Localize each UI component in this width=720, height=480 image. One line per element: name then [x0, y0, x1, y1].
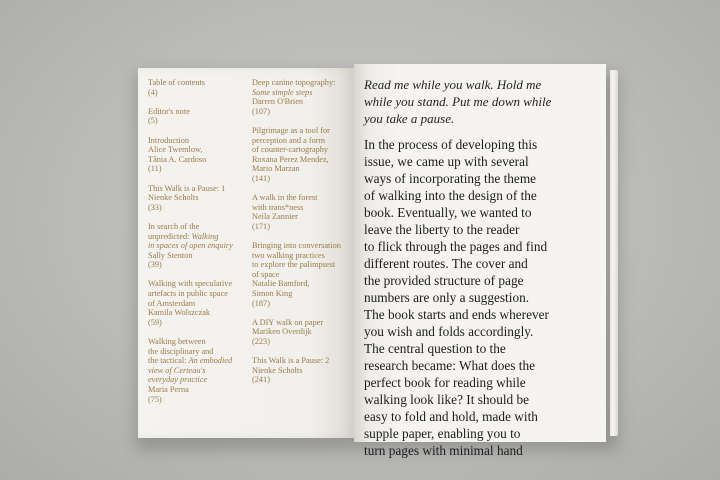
- toc-entry-line: Nienke Scholts: [252, 365, 303, 375]
- body-line: of walking into the design of the: [364, 188, 537, 203]
- body-line: turn pages with minimal hand: [364, 443, 523, 458]
- page-edges: [610, 70, 618, 436]
- toc-entry: [252, 241, 352, 308]
- toc-entry-line: Maria Perna: [148, 385, 189, 394]
- body-line: to flick through the pages and find: [364, 239, 548, 254]
- toc-text: unpredicted:: [148, 231, 192, 241]
- toc-column-2: [252, 78, 352, 395]
- toc-entry-line: Mariken Overdijk: [252, 327, 312, 337]
- left-page-table-of-contents: [138, 68, 354, 438]
- toc-entry: [148, 184, 248, 213]
- toc-entry-line: perception and a form: [252, 135, 326, 145]
- toc-entry-line: to explore the palimpsest: [252, 260, 336, 270]
- toc-column-1: [148, 78, 248, 414]
- toc-entry-line: Introduction: [148, 135, 190, 145]
- toc-entry-line: Mario Marzan: [252, 164, 300, 174]
- body-line: numbers are only a suggestion.: [364, 290, 530, 305]
- toc-text: the tactical:: [148, 356, 189, 366]
- toc-entry-line: (5): [148, 116, 158, 126]
- toc-text-italic: An embodied: [188, 356, 233, 366]
- toc-entry-line: [148, 232, 248, 242]
- toc-entry-line: Nienke Scholts: [148, 193, 199, 203]
- toc-entry-line: with trans*ness: [252, 202, 304, 212]
- toc-entry-line: of Amsterdam: [148, 298, 196, 308]
- toc-entry: [252, 193, 352, 231]
- toc-entry-line: (241): [252, 375, 270, 385]
- toc-entry-line: Pilgrimage as a tool for: [252, 125, 330, 135]
- toc-entry: [148, 222, 248, 270]
- toc-entry-line: [148, 356, 248, 366]
- quote-line: Read me while you walk. Hold me: [364, 77, 542, 92]
- toc-entry-line: Alice Twemlow,: [148, 145, 203, 155]
- toc-entry-line: Table of contents: [148, 78, 206, 87]
- toc-entry-line: This Walk is a Pause: 2: [252, 356, 330, 366]
- body-line: the provided structure of page: [364, 273, 524, 288]
- toc-entry-line: Simon King: [252, 289, 293, 299]
- body-line: supple paper, enabling you to: [364, 426, 521, 441]
- body-line: walking look like? It should be: [364, 392, 530, 407]
- toc-entry-line: (107): [252, 106, 270, 116]
- toc-entry-line: Kamila Wolszczak: [148, 308, 211, 318]
- toc-entry: [252, 318, 352, 347]
- toc-entry-line: Walking between: [148, 337, 206, 347]
- toc-text-italic: Walking: [191, 231, 219, 241]
- toc-entry-line: Roxana Perez Mendez,: [252, 154, 329, 164]
- toc-entry: [148, 337, 248, 404]
- toc-entry: [148, 136, 248, 174]
- body-paragraph: [364, 136, 604, 459]
- toc-entry: [252, 126, 352, 184]
- toc-entry-line: (223): [252, 337, 270, 347]
- toc-entry-line: (59): [148, 317, 162, 327]
- body-line: different routes. The cover and: [364, 256, 528, 271]
- toc-entry-line: In search of the: [148, 221, 200, 231]
- epigraph-quote: [364, 76, 602, 127]
- body-line: easy to fold and hold, made with: [364, 409, 538, 424]
- toc-entry: [148, 279, 248, 327]
- toc-entry-line: in spaces of open enquiry: [148, 241, 233, 251]
- toc-entry: [148, 107, 248, 126]
- toc-entry-line: Sally Stenton: [148, 250, 193, 260]
- toc-entry-line: two walking practices: [252, 250, 325, 260]
- toc-entry-line: Walking with speculative: [148, 279, 233, 289]
- toc-entry: [252, 78, 352, 116]
- toc-entry-line: Tânia A. Cardoso: [148, 154, 207, 164]
- quote-line: while you stand. Put me down while: [364, 94, 552, 109]
- body-line: issue, we came up with several: [364, 154, 529, 169]
- toc-entry: [252, 356, 352, 385]
- toc-entry-line: Bringing into conversation: [252, 241, 341, 251]
- toc-entry-line: This Walk is a Pause: 1: [148, 183, 226, 193]
- toc-entry-line: of space: [252, 269, 280, 279]
- toc-entry-line: Some simple steps: [252, 87, 313, 97]
- body-line: ways of incorporating the theme: [364, 171, 537, 186]
- toc-entry-line: (141): [252, 173, 270, 183]
- quote-line: you take a pause.: [364, 111, 455, 126]
- toc-entry-line: of counter-cartography: [252, 145, 329, 155]
- toc-entry-line: (187): [252, 298, 270, 308]
- toc-entry-line: A DIY walk on paper: [252, 317, 324, 327]
- toc-entry-line: (171): [252, 221, 270, 231]
- toc-entry-line: Editor's note: [148, 106, 190, 116]
- toc-entry-line: Darren O'Brien: [252, 97, 304, 107]
- toc-entry-line: (11): [148, 164, 162, 174]
- toc-entry-line: (75): [148, 394, 162, 404]
- body-line: you wish and folds accordingly.: [364, 324, 534, 339]
- toc-entry-line: the disciplinary and: [148, 346, 214, 356]
- toc-entry-line: (33): [148, 202, 162, 212]
- body-line: In the process of developing this: [364, 137, 538, 152]
- toc-entry-line: A walk in the forest: [252, 193, 318, 203]
- body-line: perfect book for reading while: [364, 375, 526, 390]
- toc-entry-line: everyday practice: [148, 375, 208, 385]
- right-page-text: [354, 64, 606, 458]
- body-line: research became: What does the: [364, 358, 536, 373]
- toc-entry: [148, 78, 248, 97]
- toc-entry-line: Natalie Bamford,: [252, 279, 310, 289]
- body-line: leave the liberty to the reader: [364, 222, 520, 237]
- body-line: book. Eventually, we wanted to: [364, 205, 532, 220]
- toc-entry-line: Deep canine topography:: [252, 78, 336, 87]
- toc-entry-line: (39): [148, 260, 162, 270]
- body-line: The book starts and ends wherever: [364, 307, 549, 322]
- toc-entry-line: view of Certeau's: [148, 365, 206, 375]
- body-line: The central question to the: [364, 341, 506, 356]
- toc-entry-line: artefacts in public space: [148, 289, 228, 299]
- toc-entry-line: (4): [148, 87, 158, 97]
- toc-entry-line: Neila Zannier: [252, 212, 298, 222]
- open-book: [138, 64, 612, 458]
